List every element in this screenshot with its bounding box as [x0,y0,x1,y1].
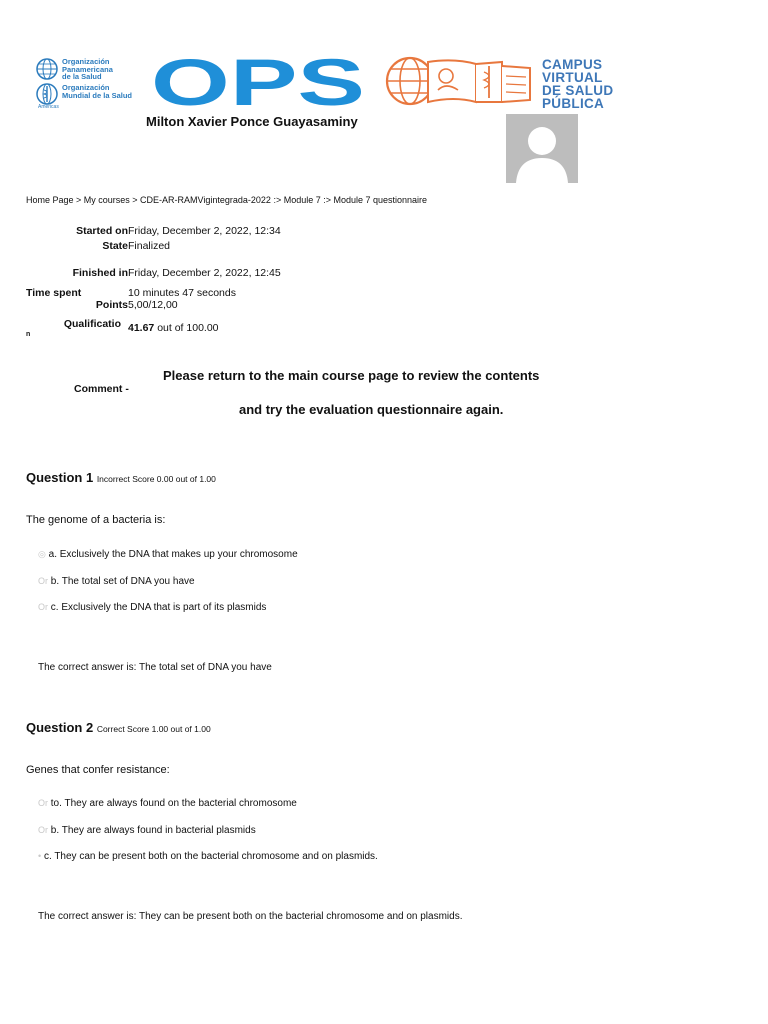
question-2-status: Correct Score 1.00 out of 1.00 [96,724,211,734]
question-1-header [26,470,216,485]
question-2-header [26,720,211,735]
question-2-option-a[interactable] [38,798,297,809]
who-emblem-icon [36,83,58,105]
paho-who-logo [36,56,148,110]
qualification-out-of: out of 100.00 [154,322,219,334]
question-2-option-b[interactable] [38,825,256,836]
campus-line: CAMPUS [542,57,603,72]
question-1-status: Incorrect Score 0.00 out of 1.00 [96,474,216,484]
question-2-correct-answer: The correct answer is: They can be present both on the bacterial chromosome and on plasmids. [38,911,463,922]
campus-virtual-logo-art [384,56,534,106]
points-label: Points [95,299,128,311]
question-1-option-c[interactable] [38,602,266,613]
state-value: Finalized [128,240,171,252]
question-1-correct-answer: The correct answer is: The total set of DNA you have [38,662,272,673]
time-spent-value: 10 minutes 47 seconds [128,287,236,299]
question-1-title: Question 1 [26,470,94,485]
option-label: c. They can be present both on the bacterial chromosome and on plasmids. [43,851,378,862]
comment-line-2: and try the evaluation questionnaire again. [239,402,504,417]
qualification-score: 41.67 [128,322,155,334]
campus-line: DE SALUD [542,83,614,98]
radio-mark-icon[interactable]: Or [38,576,48,586]
breadcrumb: Home Page > My courses > CDE-AR-RAMVigintegrada-2022 :> Module 7 :> Module 7 questionnaire [26,195,428,205]
finished-label: Finished in [72,267,128,279]
question-2-title: Question 2 [26,720,94,735]
comment-line-1: Please return to the main course page to review the contents [163,368,540,383]
comment-label: Comment - [74,383,129,395]
started-value: Friday, December 2, 2022, 12:34 [128,225,281,237]
question-2-text: Genes that confer resistance: [26,764,170,776]
campus-virtual-wordmark [542,58,613,110]
paho-line: de la Salud [62,72,102,82]
question-1-option-a[interactable] [38,549,298,560]
question-1-option-b[interactable] [38,576,195,587]
radio-mark-icon[interactable]: Or [38,798,48,808]
qualification-label: Qualificatio [63,318,121,330]
option-label: b. They are always found in bacterial plasmids [50,825,256,836]
radio-mark-icon[interactable]: Or [38,825,48,835]
time-spent-label: Time spent [26,287,82,299]
paho-line: Panamericana [62,64,113,74]
state-label: State [102,240,128,252]
paho-line: Organización [62,83,110,92]
ops-logo [150,56,366,108]
paho-line: Organización [62,57,110,66]
radio-mark-icon[interactable]: ◎ [38,549,46,559]
option-label: c. Exclusively the DNA that is part of its plasmids [50,602,267,613]
option-label: to. They are always found on the bacterial chromosome [50,798,297,809]
paho-globe-icon [36,58,58,80]
started-label: Started on [76,225,128,237]
paho-region: Américas [38,104,59,110]
points-value: 5,00/12,00 [128,299,178,311]
campus-line: PÚBLICA [542,96,605,111]
radio-mark-icon[interactable]: Or [38,602,48,612]
campus-line: VIRTUAL [542,70,603,85]
paho-line: Mundial de la Salud [62,90,133,100]
qualification-value [128,322,219,334]
user-avatar-icon [506,114,578,183]
question-1-text: The genome of a bacteria is: [26,514,166,526]
qualification-label-suffix: n [26,331,31,338]
ops-logo-text: OPS [151,56,365,108]
radio-mark-icon[interactable]: • [38,851,42,861]
option-label: b. The total set of DNA you have [50,576,195,587]
question-2-option-c[interactable] [38,851,378,862]
finished-value: Friday, December 2, 2022, 12:45 [128,267,281,279]
student-name: Milton Xavier Ponce Guayasaminy [146,114,358,129]
option-label: a. Exclusively the DNA that makes up your chromosome [48,549,298,560]
